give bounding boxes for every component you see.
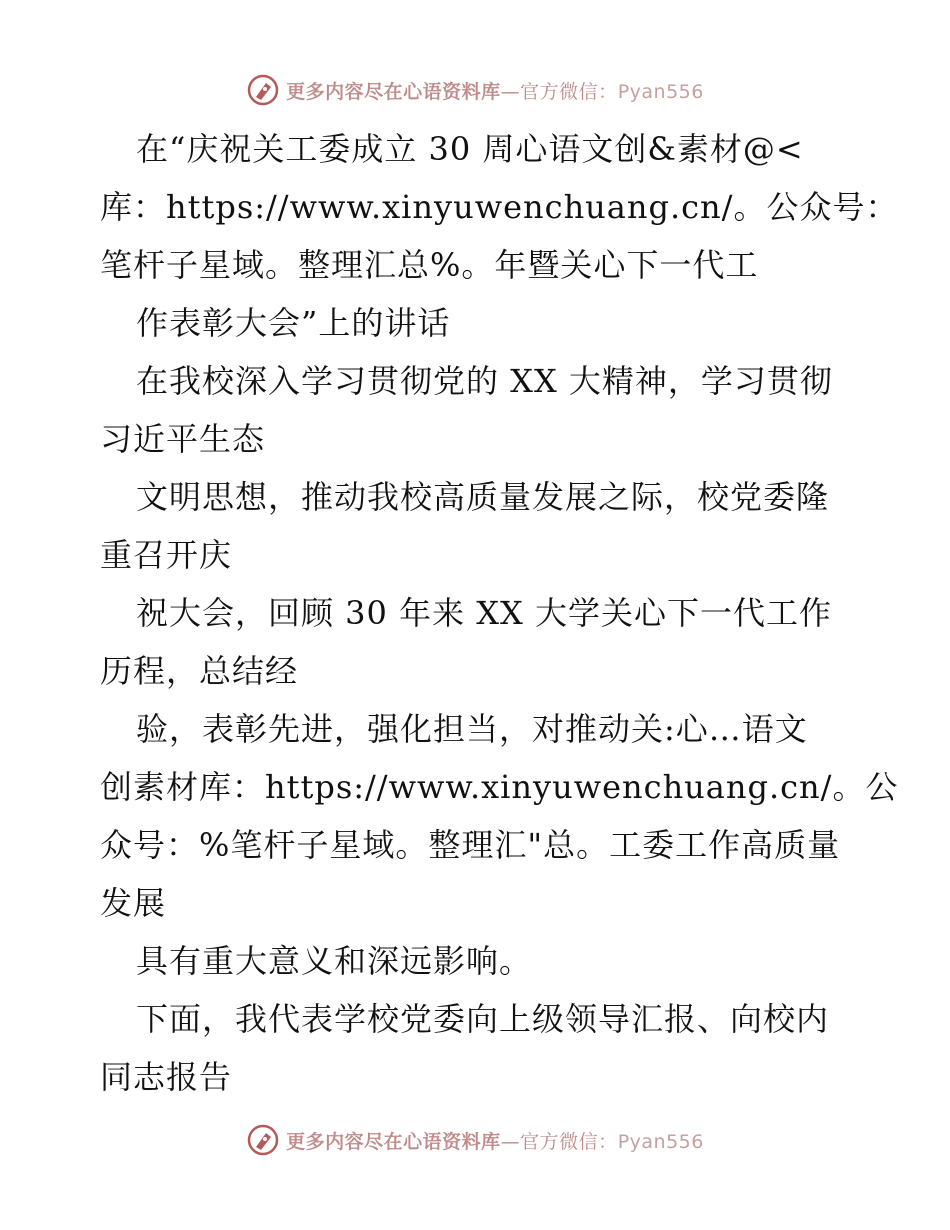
text-line: 在我校深入学习贯彻党的 XX 大精神，学习贯彻 xyxy=(136,362,833,400)
pen-nib-logo-icon xyxy=(246,73,280,107)
watermark-group xyxy=(246,1123,704,1157)
watermark-site: 更多内容尽在心语资料库 xyxy=(286,80,501,103)
text-line: 发展 xyxy=(100,884,167,922)
text-line: 下面，我代表学校党委向上级领导汇报、向校内 xyxy=(136,1000,830,1038)
text-line: 同志报告 xyxy=(100,1058,233,1096)
watermark-dash: — xyxy=(500,80,521,103)
pen-nib-logo-icon xyxy=(246,1123,280,1157)
watermark-wechat-id: Pyan556 xyxy=(617,1130,704,1153)
document-body xyxy=(100,120,899,1106)
watermark-site: 更多内容尽在心语资料库 xyxy=(286,1130,501,1153)
watermark-dash: — xyxy=(500,1130,521,1153)
text-line: 文明思想，推动我校高质量发展之际，校党委隆 xyxy=(136,478,830,516)
text-line: 习近平生态 xyxy=(100,420,266,458)
text-line: 历程，总结经 xyxy=(100,652,299,690)
watermark-wechat-label: 官方微信： xyxy=(520,80,618,103)
text-line: 作表彰大会”上的讲话 xyxy=(136,304,451,342)
watermark-wechat-label: 官方微信： xyxy=(520,1130,618,1153)
text-line: 库：https://www.xinyuwenchuang.cn/。公众号： xyxy=(100,188,899,226)
watermark-text xyxy=(286,1127,704,1154)
watermark-text xyxy=(286,77,704,104)
text-line: 祝大会，回顾 30 年来 XX 大学关心下一代工作 xyxy=(136,594,832,632)
text-line: 验，表彰先进，强化担当，对推动关:心…语文 xyxy=(136,710,808,748)
text-line: 笔杆子星域。整理汇总%。年暨关心下一代工 xyxy=(100,246,759,284)
watermark-wechat-id: Pyan556 xyxy=(617,80,704,103)
text-line: 具有重大意义和深远影响。 xyxy=(136,942,533,980)
footer-watermark xyxy=(0,1120,950,1160)
text-line: 重召开庆 xyxy=(100,536,233,574)
header-watermark xyxy=(0,70,950,110)
text-line: 在“庆祝关工委成立 30 周心语文创&素材@< xyxy=(136,130,804,168)
text-line: 创素材库：https://www.xinyuwenchuang.cn/。公 xyxy=(100,768,899,806)
text-line: 众号：%笔杆子星域。整理汇"总。工委工作高质量 xyxy=(100,826,841,864)
watermark-group xyxy=(246,73,704,107)
